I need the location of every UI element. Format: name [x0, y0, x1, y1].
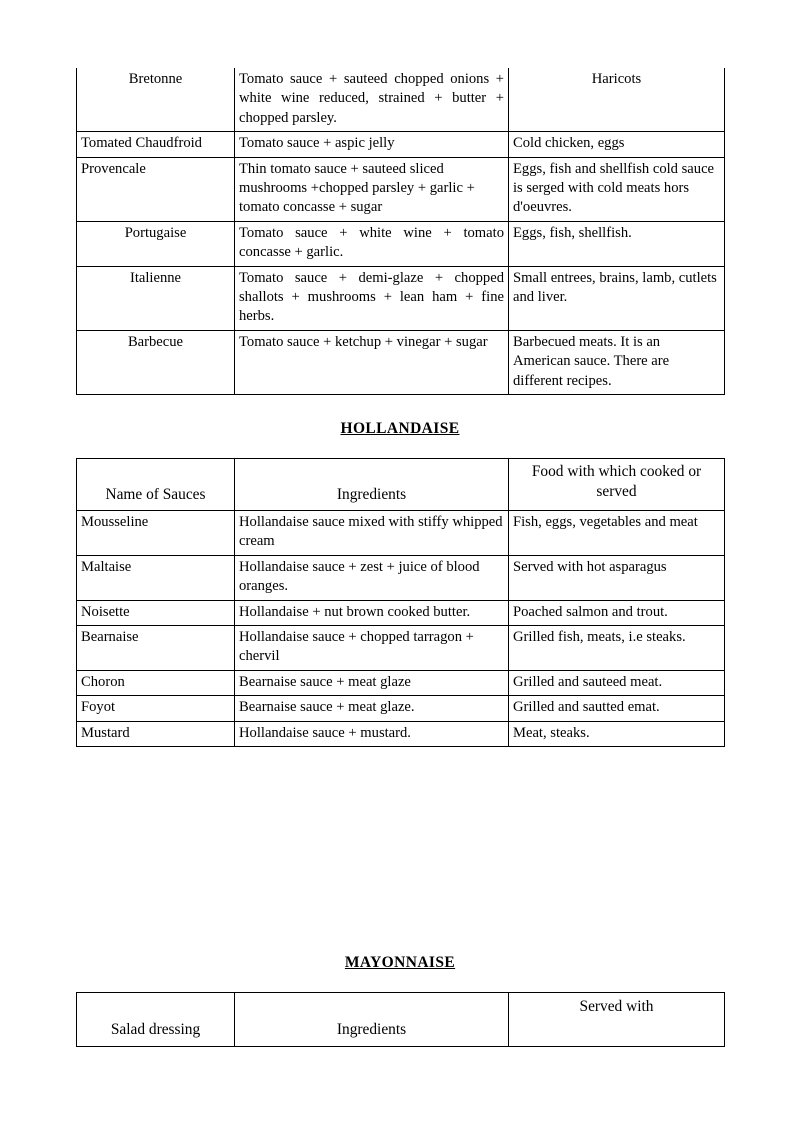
table-row: [77, 721, 725, 746]
table-header-row: [77, 459, 725, 511]
sauce-ingredients-cell: Tomato sauce + demi-glaze + chopped shallots + mushrooms + lean ham + fine herbs.: [235, 266, 509, 330]
sauce-name-cell: Foyot: [77, 696, 235, 721]
sauce-ingredients-cell: Thin tomato sauce + sauteed sliced mushrooms +chopped parsley + garlic + tomato concasse + sugar: [235, 157, 509, 221]
sauce-name-cell: Portugaise: [77, 221, 235, 266]
table-header-row: [77, 993, 725, 1047]
sauce-ingredients-cell: Bearnaise sauce + meat glaze.: [235, 696, 509, 721]
sauce-ingredients-cell: Hollandaise sauce mixed with stiffy whipped cream: [235, 511, 509, 556]
sauce-name-cell: Provencale: [77, 157, 235, 221]
table-row: [77, 626, 725, 671]
sauce-food-cell: Barbecued meats. It is an American sauce. There are different recipes.: [509, 330, 725, 394]
column-header-salad-dressing: Salad dressing: [77, 993, 235, 1047]
mayonnaise-sauce-table: [76, 992, 725, 1047]
table-row: [77, 330, 725, 394]
sauce-name-cell: Tomated Chaudfroid: [77, 132, 235, 157]
sauce-food-cell: Haricots: [509, 68, 725, 132]
table-row: [77, 221, 725, 266]
table-row: [77, 600, 725, 625]
table-row: [77, 157, 725, 221]
column-header-served-with: Served with: [509, 993, 725, 1047]
section-heading-text: MAYONNAISE: [344, 954, 456, 971]
sauce-ingredients-cell: Hollandaise sauce + mustard.: [235, 721, 509, 746]
sauce-name-cell: Bretonne: [77, 68, 235, 132]
table-row: [77, 696, 725, 721]
sauce-name-cell: Noisette: [77, 600, 235, 625]
sauce-food-cell: Eggs, fish, shellfish.: [509, 221, 725, 266]
sauce-name-cell: Mousseline: [77, 511, 235, 556]
table-row: [77, 511, 725, 556]
sauce-ingredients-cell: Tomato sauce + sauteed chopped onions + white wine reduced, strained + butter + chopped parsley.: [235, 68, 509, 132]
hollandaise-sauce-table: [76, 458, 725, 747]
section-heading-hollandaise: [0, 420, 800, 438]
sauce-food-cell: Fish, eggs, vegetables and meat: [509, 511, 725, 556]
section-heading-text: HOLLANDAISE: [340, 420, 460, 437]
sauce-ingredients-cell: Tomato sauce + ketchup + vinegar + sugar: [235, 330, 509, 394]
column-header-ingredients: Ingredients: [235, 459, 509, 511]
sauce-ingredients-cell: Tomato sauce + aspic jelly: [235, 132, 509, 157]
sauce-ingredients-cell: Hollandaise + nut brown cooked butter.: [235, 600, 509, 625]
sauce-name-cell: Choron: [77, 670, 235, 695]
sauce-ingredients-cell: Hollandaise sauce + chopped tarragon + chervil: [235, 626, 509, 671]
sauce-name-cell: Bearnaise: [77, 626, 235, 671]
sauce-name-cell: Italienne: [77, 266, 235, 330]
sauce-food-cell: Eggs, fish and shellfish cold sauce is serged with cold meats hors d'oeuvres.: [509, 157, 725, 221]
table-row: [77, 555, 725, 600]
sauce-name-cell: Mustard: [77, 721, 235, 746]
column-header-ingredients: Ingredients: [235, 993, 509, 1047]
table-row: [77, 68, 725, 132]
tomato-sauce-table: [76, 68, 725, 395]
sauce-ingredients-cell: Tomato sauce + white wine + tomato concasse + garlic.: [235, 221, 509, 266]
sauce-food-cell: Grilled and sautted emat.: [509, 696, 725, 721]
sauce-food-cell: Served with hot asparagus: [509, 555, 725, 600]
table-row: [77, 670, 725, 695]
sauce-ingredients-cell: Hollandaise sauce + zest + juice of blood oranges.: [235, 555, 509, 600]
table-row: [77, 266, 725, 330]
column-header-name: Name of Sauces: [77, 459, 235, 511]
sauce-food-cell: Grilled and sauteed meat.: [509, 670, 725, 695]
section-heading-mayonnaise: [0, 954, 800, 972]
sauce-food-cell: Small entrees, brains, lamb, cutlets and liver.: [509, 266, 725, 330]
sauce-name-cell: Barbecue: [77, 330, 235, 394]
table-row: [77, 132, 725, 157]
sauce-food-cell: Meat, steaks.: [509, 721, 725, 746]
sauce-ingredients-cell: Bearnaise sauce + meat glaze: [235, 670, 509, 695]
sauce-food-cell: Poached salmon and trout.: [509, 600, 725, 625]
sauce-food-cell: Cold chicken, eggs: [509, 132, 725, 157]
sauce-food-cell: Grilled fish, meats, i.e steaks.: [509, 626, 725, 671]
sauce-name-cell: Maltaise: [77, 555, 235, 600]
column-header-food: Food with which cooked or served: [509, 459, 725, 511]
